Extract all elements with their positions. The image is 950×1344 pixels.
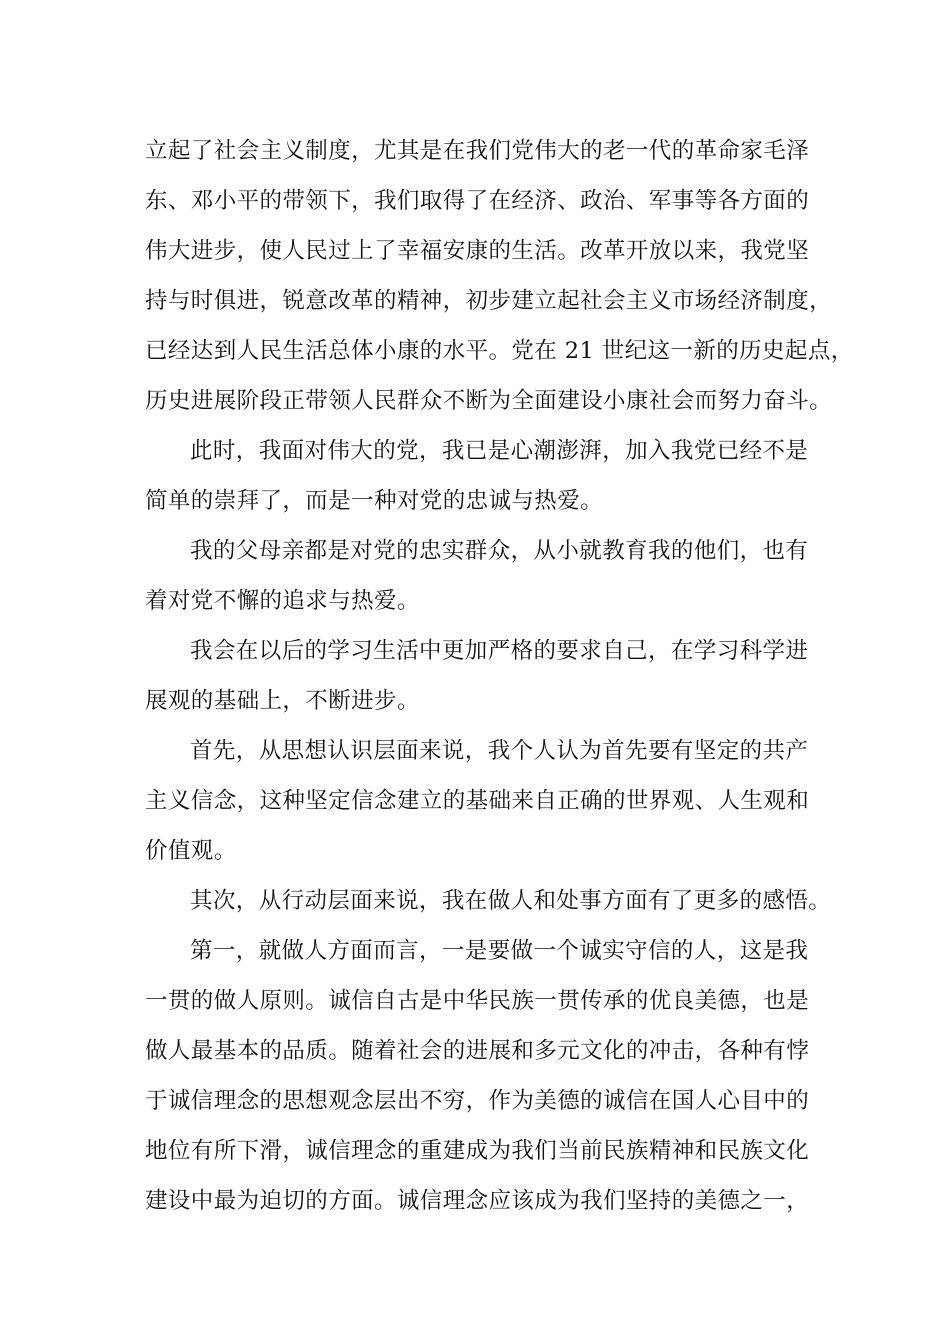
document-body <box>145 126 854 1226</box>
text-line: 于诚信理念的思想观念层出不穷，作为美德的诚信在国人心目中的 <box>145 1088 810 1114</box>
text-line: 着对党不懈的追求与热爱。 <box>145 588 420 614</box>
paragraph-first-line: 我会在以后的学习生活中更加严格的要求自己，在学习科学进 <box>190 638 809 664</box>
text-line: 已经达到人民生活总体小康的水平。党在 21 世纪这一新的历史起点， <box>145 338 854 364</box>
text-line: 历史进展阶段正带领人民群众不断为全面建设小康社会而努力奋斗。 <box>145 388 833 414</box>
text-line: 地位有所下滑，诚信理念的重建成为我们当前民族精神和民族文化 <box>145 1138 810 1164</box>
text-line: 东、邓小平的带领下，我们取得了在经济、政治、军事等各方面的 <box>145 188 810 214</box>
text-line: 做人最基本的品质。随着社会的进展和多元文化的冲击，各种有悖 <box>145 1038 810 1064</box>
text-line: 一贯的做人原则。诚信自古是中华民族一贯传承的优良美德，也是 <box>145 988 810 1014</box>
text-line: 展观的基础上，不断进步。 <box>145 688 420 714</box>
paragraph-first-line: 首先，从思想认识层面来说，我个人认为首先要有坚定的共产 <box>190 738 809 764</box>
paragraph-first-line: 其次，从行动层面来说，我在做人和处事方面有了更多的感悟。 <box>190 888 832 914</box>
paragraph-first-line: 此时，我面对伟大的党，我已是心潮澎湃，加入我党已经不是 <box>190 438 809 464</box>
text-line: 立起了社会主义制度，尤其是在我们党伟大的老一代的革命家毛泽 <box>145 138 810 164</box>
text-line: 价值观。 <box>145 838 237 864</box>
paragraph-first-line: 我的父母亲都是对党的忠实群众，从小就教育我的他们，也有 <box>190 538 809 564</box>
text-line: 简单的崇拜了，而是一种对党的忠诚与热爱。 <box>145 488 604 514</box>
text-line: 建设中最为迫切的方面。诚信理念应该成为我们坚持的美德之一， <box>145 1188 810 1214</box>
text-line: 伟大进步，使人民过上了幸福安康的生活。改革开放以来，我党坚 <box>145 238 810 264</box>
paragraph-first-line: 第一，就做人方面而言，一是要做一个诚实守信的人，这是我 <box>190 938 809 964</box>
text-line: 持与时俱进，锐意改革的精神，初步建立起社会主义市场经济制度， <box>145 288 833 314</box>
text-line: 主义信念，这种坚定信念建立的基础来自正确的世界观、人生观和 <box>145 788 810 814</box>
